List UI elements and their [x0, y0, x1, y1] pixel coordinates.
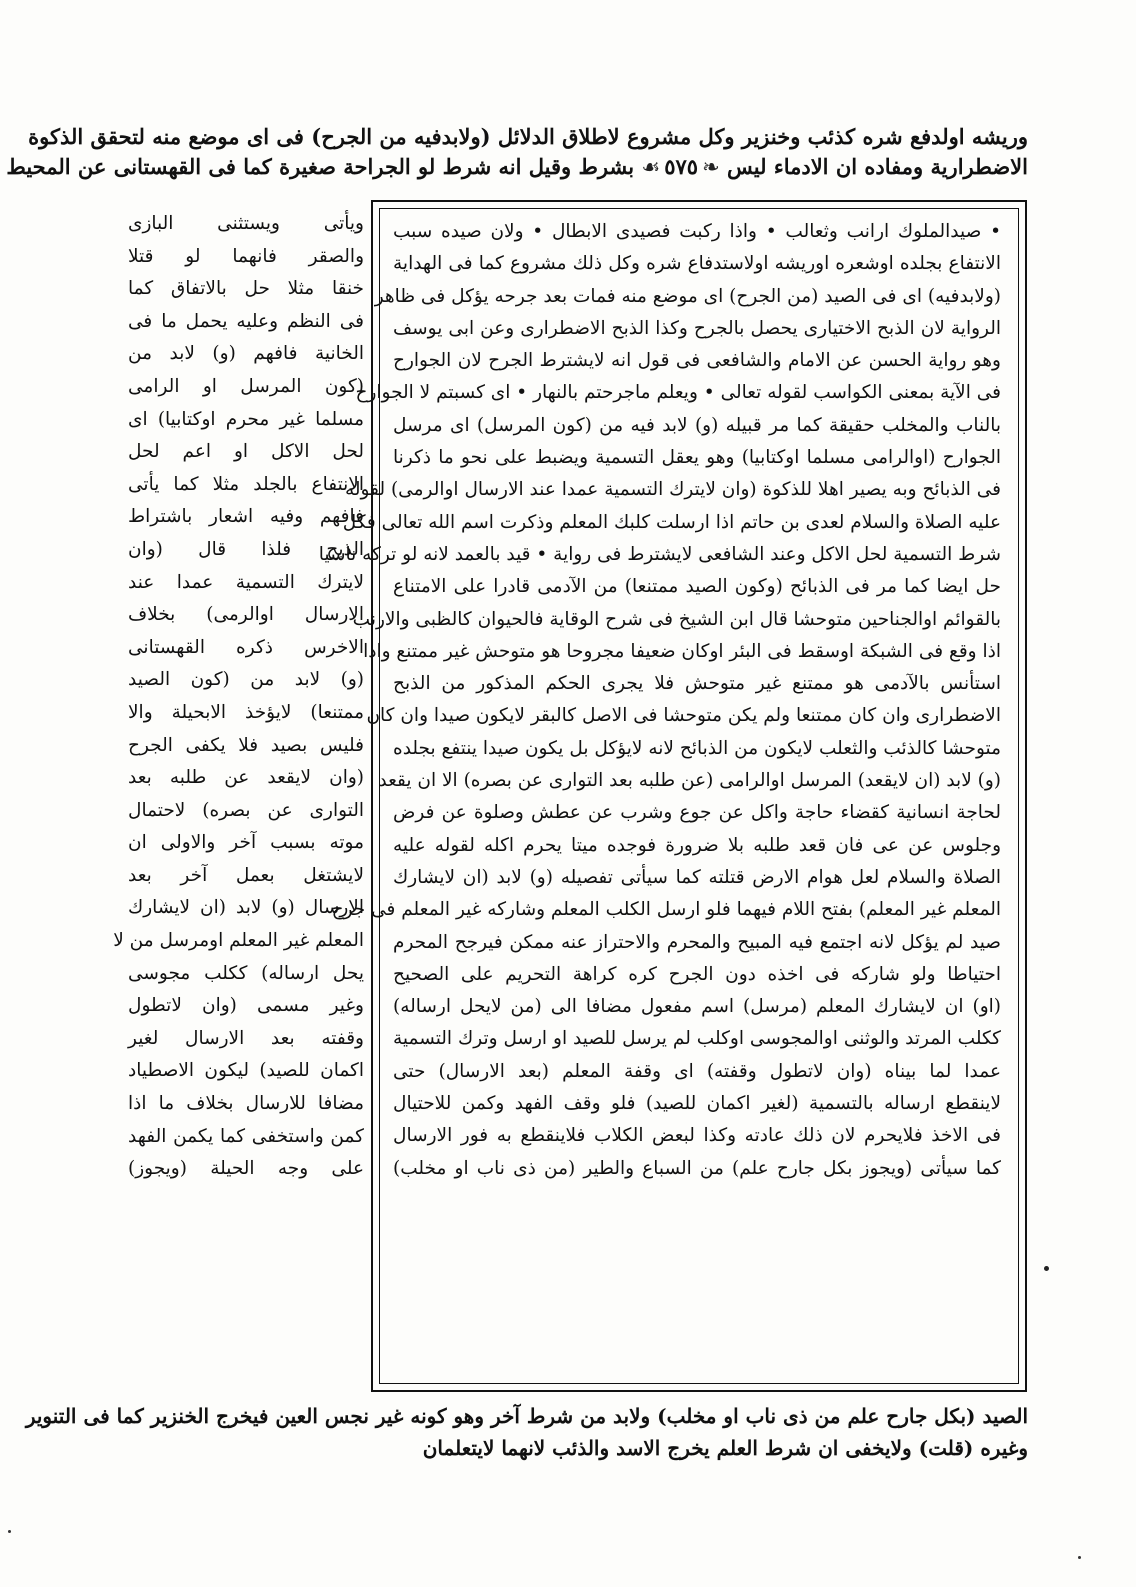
main-text-line: عمدا لما بيناه (وان لاتطول وقفته) اى وقفة المعلم (بعد الارسال) حتى	[393, 1060, 1001, 1082]
side-text-line: مسلما غير محرم اوكتابيا) اى	[128, 408, 364, 430]
side-text-line: فى النظم وعليه يحمل ما فى	[128, 310, 364, 332]
speck	[1078, 1556, 1081, 1559]
top-margin-line-2-start: الاضطرارية ومفاده ان الادماء ليس	[727, 154, 1028, 179]
side-text-line: فافهم وفيه اشعار باشتراط	[128, 506, 364, 528]
side-text-line: (و) لابد من (كون الصيد	[128, 669, 364, 691]
main-text-line: حل ايضا كما مر فى الذبائح (وكون الصيد ممتنعا) من الآدمى قادرا على الامتناع	[393, 576, 1001, 598]
main-text-line: فى الآية بمعنى الكواسب لقوله تعالى • ويعلم ماجرحتم بالنهار • اى كسبتم لا الجوارح	[355, 382, 1001, 404]
main-text-frame	[318, 200, 1027, 1392]
main-text-line: الانتفاع بجلده اوشعره اوريشه اولاستدفاع شره وكل ذلك مشروع كما فى الهداية	[393, 253, 1001, 275]
main-text-line: الاضطرارى وان كان ممتنعا ولم يكن متوحشا فى الاصل كالبقر لايكون صيدا وان كان	[366, 705, 1001, 727]
main-text-line: (ولابدفيه) اى فى الصيد (من الجرح) اى موضع منه فمات بعد جرحه يؤكل فى ظاهر	[374, 285, 1001, 307]
side-text-line: التوارى عن بصره) لاحتمال	[128, 799, 364, 821]
main-text-line: • صيدالملوك ارانب وثعالب • واذا ركبت فصيدى الابطال • ولان صيده سبب	[393, 221, 1001, 242]
side-text-line: المعلم غير المعلم اومرسل من لا	[113, 930, 364, 952]
side-text-line: موته بسبب آخر والاولى ان	[128, 832, 364, 854]
main-text-line: الرواية لان الذبح الاختيارى يحصل بالجرح وكذا الذبح الاضطرارى وعن ابى يوسف	[393, 317, 1001, 339]
side-text-line: وقفته بعد الارسال لغير	[128, 1027, 364, 1049]
edge-mark	[1044, 1266, 1049, 1271]
top-margin-commentary	[6, 122, 1028, 182]
ornament-right-icon: ☙	[641, 155, 661, 179]
side-text-line: على وجه الحيلة (ويجوز)	[128, 1158, 364, 1180]
main-text-line: لحاجة انسانية كقضاء حاجة واكل عن جوع وشرب عن عطش وصلوة عن فرض	[393, 802, 1001, 824]
main-text-line: متوحشا كالذئب والثعلب لايكون من الذبائح لانه لايؤكل بل يكون صيدا ينتفع بجلده	[393, 737, 1001, 759]
main-text-line: اذا وقع فى الشبكة اوسقط فى البئر اوكان ضعيفا مجروحا هو متوحش غير ممتنع واذا	[363, 640, 1001, 662]
bottom-margin-line-1: الصيد (بكل جارح علم من ذى ناب او مخلب) ولابد من شرط آخر وهو كونه غير نجس العين فيخرج الخنزير كما فى التنوير	[25, 1404, 1028, 1428]
ornament-left-icon: ❧	[702, 155, 720, 179]
main-text-line: فى الذبائح وبه يصير اهلا للذكوة (وان لايترك التسمية عمدا عند الارسال اوالرمى) لقوله	[344, 479, 1001, 501]
main-text-block	[318, 216, 1001, 1185]
side-text-line: الاخرس ذكره القهستانى	[128, 636, 364, 658]
main-text-line: استأنس بالآدمى هو ممتنع غير متوحش فلا يجرى الحكم المذكور من الذبح	[393, 673, 1001, 695]
side-text-line: يحل ارساله) ككلب مجوسى	[128, 962, 364, 984]
side-text-line: الخانية فافهم (و) لابد من	[128, 343, 364, 365]
main-text-line: بالناب والمخلب حقيقة كما مر قبيله (و) لابد فيه من (كون المرسل) اى مرسل	[393, 414, 1001, 436]
main-text-line: صيد لم يؤكل لانه اجتمع فيه المبيح والمحرم والاحتراز عنه ممكن فيرجح المحرم	[393, 931, 1001, 953]
side-text-line: والصقر فانهما لو قتلا	[128, 245, 364, 267]
main-text-line: وهو رواية الحسن عن الامام والشافعى فى قول انه لايشترط الجرح لان الجوارح	[393, 350, 1001, 372]
side-text-line: اكمان للصيد) ليكون الاصطياد	[128, 1060, 364, 1082]
top-margin-line-1: وريشه اولدفع شره كذئب وخنزير وكل مشروع لاطلاق الدلائل (ولابدفيه من الجرح) فى اى موضع منه لتحقق الذكوة	[28, 124, 1028, 149]
side-text-line: (كون المرسل او الرامى	[128, 375, 364, 397]
main-text-line: المعلم غير المعلم) بفتح اللام فيهما فلو ارسل الكلب المعلم وشاركه غير المعلم فى جرح	[331, 899, 1001, 921]
side-text-line: الارسال اوالرمى) بخلاف	[128, 604, 364, 626]
main-text-line: لاينقطع ارساله بالتسمية (لغير اكمان للصيد) فلو وقف الفهد وكمن للاحتيال	[393, 1093, 1001, 1115]
side-text-line: فليس بصيد فلا يكفى الجرح	[128, 734, 364, 756]
speck	[8, 1530, 11, 1533]
side-commentary-column	[113, 208, 364, 1186]
main-text-line: فى الاخذ فلايحرم لان ذلك عادته وكذا لبعض الكلاب فلاينقطع به فور الارسال	[393, 1125, 1001, 1147]
side-text-line: الذبح فلذا قال (وان	[128, 538, 364, 560]
side-text-line: لايشتغل بعمل آخر بعد	[128, 864, 364, 886]
side-text-line: لايترك التسمية عمدا عند	[128, 571, 364, 593]
side-text-line: (وان لايقعد عن طلبه بعد	[128, 767, 364, 789]
main-text-line: بالقوائم اوالجناحين متوحشا قال ابن الشيخ فى شرح الوقاية فالحيوان كالظبى والارنب	[352, 608, 1001, 630]
side-text-line: ممتنعا) لايؤخذ الابحيلة والا	[128, 701, 364, 723]
side-text-line: مضافا للارسال بخلاف ما اذا	[128, 1093, 364, 1115]
side-text-line: ويأتى ويستثنى البازى	[128, 213, 364, 234]
side-text-line: وغير مسمى (وان لاتطول	[128, 995, 364, 1017]
side-text-line: كمن واستخفى كما يكمن الفهد	[128, 1125, 364, 1147]
page-number: ٥٧٥	[664, 154, 699, 179]
main-text-line: الصلاة والسلام لعل هوام الارض قتلته كما سيأتى تفصيله (و) لابد (ان لايشارك	[393, 866, 1001, 888]
main-text-line: احتياطا ولو شاركه فى اخذه دون الجرح كره كراهة التحريم على الصحيح	[393, 963, 1001, 985]
main-text-line: كما سيأتى (ويجوز بكل جارح علم) من السباع والطير (من ذى ناب او مخلب)	[393, 1157, 1001, 1179]
main-text-line: ككلب المرتد والوثنى اوالمجوسى اوكلب لم يرسل للصيد او ارسل وترك التسمية	[393, 1028, 1001, 1050]
main-text-line: وجلوس عن عى فان قعد طلبه بلا ضرورة فوجده ميتا يحرم اكله لقوله عليه	[393, 834, 1001, 856]
side-text-line: لحل الاكل او اعم لحل	[128, 441, 364, 463]
main-text-line: شرط التسمية لحل الاكل وعند الشافعى لايشترط فى رواية • قيد بالعمد لانه لو تركه ناسيا	[318, 543, 1001, 565]
main-text-line: (او) ان لايشارك المعلم (مرسل) اسم مفعول مضافا الى (من لايحل ارساله)	[393, 996, 1001, 1018]
main-text-line: الجوارح (اوالرامى مسلما اوكتابيا) وهو يعقل التسمية ويضبط على نحو ما ذكرنا	[393, 447, 1001, 469]
bottom-margin-line-2: وغيره (قلت) ولايخفى ان شرط العلم يخرج الاسد والذئب لانهما لايتعلمان	[422, 1436, 1028, 1460]
main-text-line: عليه الصلاة والسلام لعدى بن حاتم اذا ارسلت كلبك المعلم وذكرت اسم الله تعالى فكل	[342, 511, 1001, 533]
side-text-line: الانتفاع بالجلد مثلا كما يأتى	[128, 473, 364, 495]
top-margin-line-2	[6, 152, 1028, 182]
top-margin-line-2-end: بشرط وقيل انه شرط لو الجراحة صغيرة كما فى القهستانى عن المحيط	[6, 154, 635, 179]
side-text-line: خنقا مثلا حل بالاتفاق كما	[128, 278, 364, 300]
bottom-margin-commentary	[25, 1400, 1028, 1464]
main-text-line: (و) لابد (ان لايقعد) المرسل اوالرامى (عن طلبه بعد التوارى عن بصره) الا ان يقعد	[378, 770, 1001, 792]
side-text-line: الارسال (و) لابد (ان لايشارك	[128, 897, 364, 919]
